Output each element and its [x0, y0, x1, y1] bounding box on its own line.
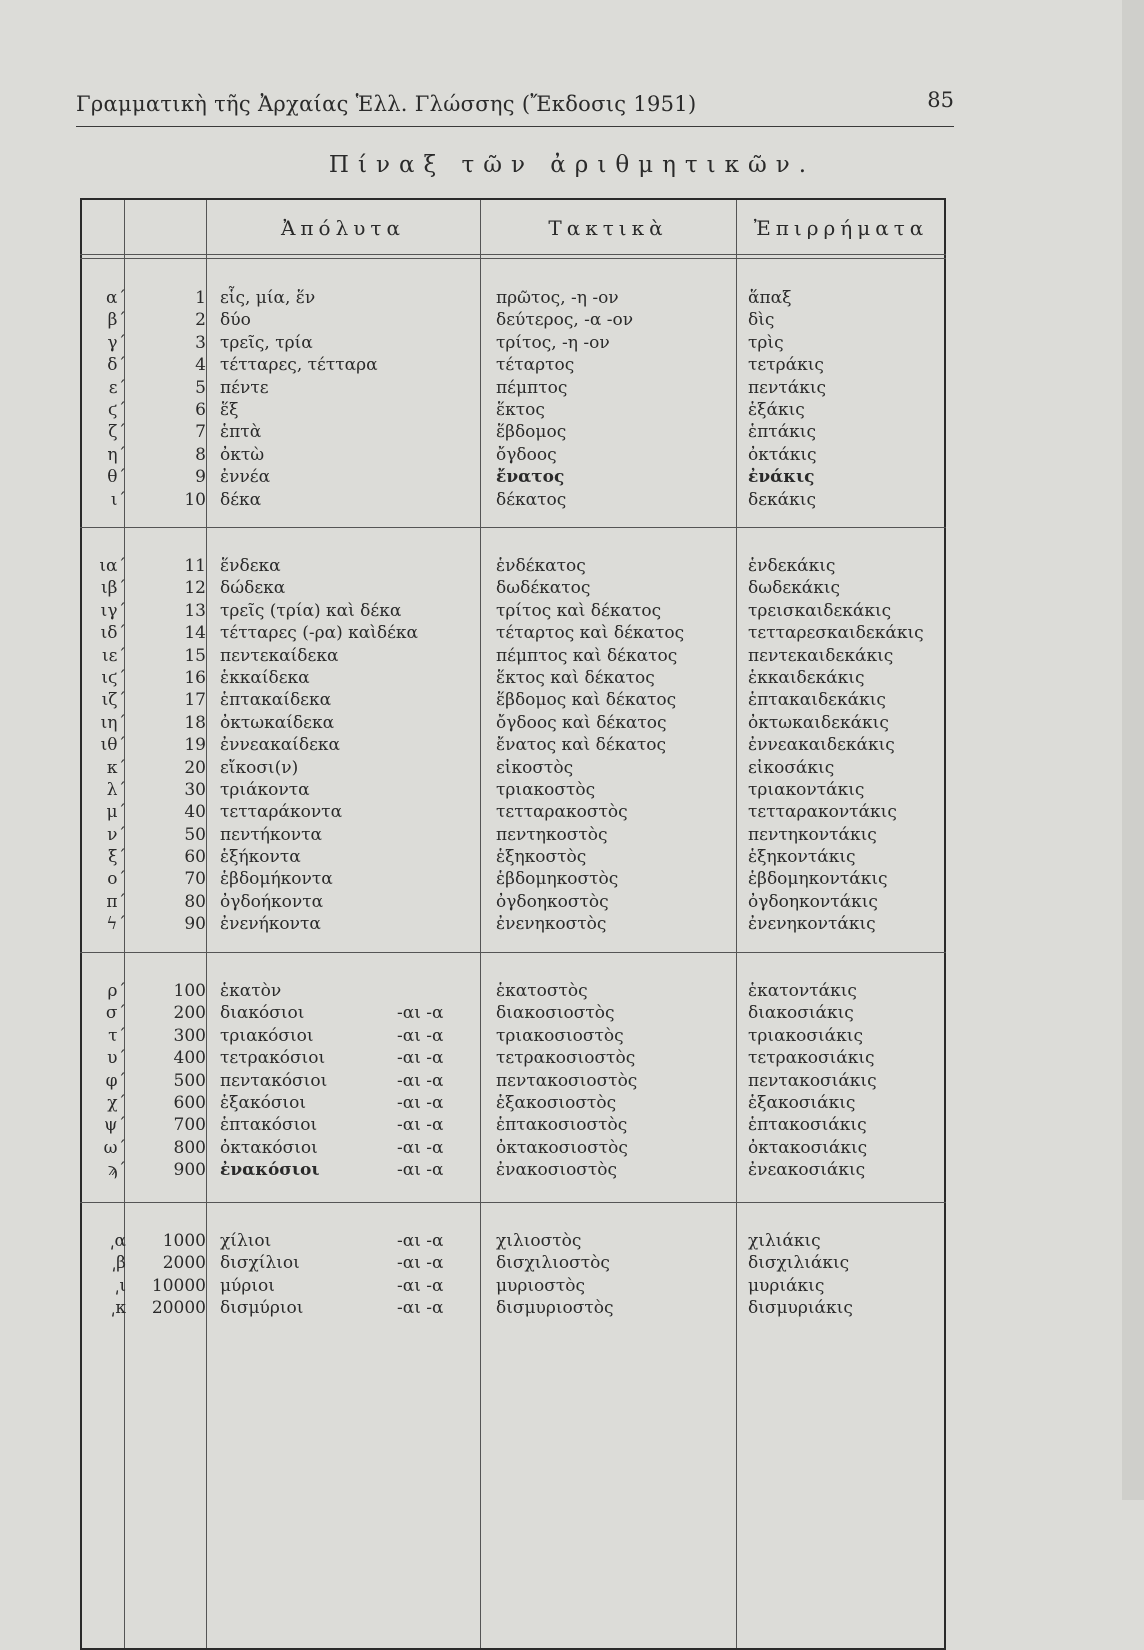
table-row	[80, 1002, 946, 1024]
ordinal-cell: πρῶτος, -η -ον	[496, 288, 619, 308]
cardinal-cell: τριακόσιοι	[220, 1025, 314, 1046]
numeral-digit: 100	[173, 981, 206, 1001]
table-row	[80, 399, 946, 421]
numeral-digit: 18	[184, 712, 206, 733]
cardinal-cell: ὀγδοήκοντα	[220, 891, 324, 912]
ordinal-cell: ἑβδομηκοστὸς	[496, 869, 619, 890]
group-thousands	[80, 1230, 946, 1320]
adverb-cell: ἑνδεκάκις	[748, 556, 836, 576]
numeral-digit: 3	[195, 332, 206, 353]
numeral-letter: ͵ι	[114, 1275, 126, 1296]
numeral-digit: 15	[184, 645, 206, 666]
cardinal-cell: ἕξ	[220, 399, 239, 420]
adverb-cell: ἑκκαιδεκάκις	[748, 667, 865, 688]
numeral-digit: 1	[195, 288, 206, 308]
table-row	[80, 757, 946, 779]
header-divider	[80, 254, 946, 259]
table-row	[80, 332, 946, 354]
table-row	[80, 913, 946, 935]
numeral-digit: 2000	[162, 1253, 206, 1274]
cardinal-cell: μύριοι	[220, 1275, 275, 1296]
ordinal-cell: τριακοσιοστὸς	[496, 1025, 624, 1046]
page-edge	[1122, 0, 1144, 1500]
numeral-letter: σ΄	[105, 1003, 126, 1024]
cardinal-cell: τρεῖς, τρία	[220, 332, 313, 353]
numeral-letter: δ΄	[107, 355, 126, 376]
adverb-cell: ἑκατοντάκις	[748, 981, 857, 1001]
table-row	[80, 689, 946, 711]
adverb-cell: ἑπτακοσιάκις	[748, 1115, 867, 1136]
cardinal-cell: τετταράκοντα	[220, 802, 343, 823]
numeral-digit: 7	[195, 422, 206, 443]
cardinal-cell: πεντήκοντα	[220, 824, 322, 845]
cardinal-cell: ἐννεακαίδεκα	[220, 735, 340, 756]
numeral-letter: ϛ΄	[107, 399, 126, 420]
adverb-cell: δεκάκις	[748, 489, 816, 510]
adverb-cell: ἑξηκοντάκις	[748, 847, 856, 868]
numeral-letter: ιδ΄	[100, 623, 126, 644]
cardinal-cell: ἐννέα	[220, 467, 271, 488]
ordinal-cell: ὀκτακοσιοστὸς	[496, 1137, 628, 1158]
ordinal-cell: πέμπτος καὶ δέκατος	[496, 645, 678, 666]
table-row	[80, 824, 946, 846]
adverb-cell: ἐνάκις	[748, 467, 815, 488]
numeral-digit: 200	[173, 1003, 206, 1024]
numeral-letter: π΄	[106, 891, 126, 912]
adverb-cell: ἑβδομηκοντάκις	[748, 869, 888, 890]
adverb-cell: ἐνενηκοντάκις	[748, 914, 876, 935]
numeral-letter: ιζ΄	[101, 690, 126, 711]
numeral-letter: ϟ΄	[106, 914, 126, 935]
table-row	[80, 600, 946, 622]
adverb-cell: δισχιλιάκις	[748, 1253, 850, 1274]
numeral-letter: η΄	[107, 444, 126, 465]
table-row	[80, 1092, 946, 1114]
ordinal-cell: δισμυριοστὸς	[496, 1298, 614, 1319]
table-row	[80, 421, 946, 443]
numeral-letter: ν΄	[107, 824, 126, 845]
numeral-digit: 400	[173, 1048, 206, 1069]
ordinal-cell: ἑκατοστὸς	[496, 981, 588, 1001]
table-row	[80, 622, 946, 644]
table-row	[80, 1070, 946, 1092]
table-row	[80, 1114, 946, 1136]
numeral-digit: 700	[173, 1115, 206, 1136]
cardinal-cell: ἑξήκοντα	[220, 847, 301, 868]
numeral-letter: β΄	[107, 310, 126, 331]
running-header	[76, 88, 954, 127]
numeral-digit: 14	[184, 623, 206, 644]
adverb-cell: πεντηκοντάκις	[748, 824, 877, 845]
adverb-cell: ἑξακοσιάκις	[748, 1092, 856, 1113]
cardinal-cell: τέτταρες, τέτταρα	[220, 355, 378, 376]
numeral-digit: 800	[173, 1137, 206, 1158]
ordinal-cell: ὄγδοος	[496, 444, 557, 465]
ordinal-cell: τρίτος καὶ δέκατος	[496, 600, 662, 621]
cardinal-endings-cell: -αι -α	[397, 1231, 444, 1251]
ordinal-cell: πεντηκοστὸς	[496, 824, 608, 845]
table-row	[80, 1137, 946, 1159]
ordinal-cell: ἑξηκοστὸς	[496, 847, 587, 868]
numeral-digit: 4	[195, 355, 206, 376]
ordinal-cell: δισχιλιοστὸς	[496, 1253, 610, 1274]
table-row	[80, 734, 946, 756]
ordinal-cell: τέταρτος	[496, 355, 575, 376]
cardinal-cell: εἴκοσι(ν)	[220, 757, 299, 778]
numeral-letter: ξ΄	[108, 847, 126, 868]
cardinal-cell: διακόσιοι	[220, 1003, 305, 1024]
table-row	[80, 667, 946, 689]
ordinal-cell: ἑπτακοσιοστὸς	[496, 1115, 628, 1136]
table-title: Πίναξ τῶν ἀριθμητικῶν.	[328, 152, 816, 178]
adverb-cell: δωδεκάκις	[748, 578, 841, 599]
numeral-letter: ζ΄	[108, 422, 126, 443]
cardinal-cell: ἑπτακόσιοι	[220, 1115, 318, 1136]
cardinal-endings-cell: -αι -α	[397, 1070, 444, 1091]
adverb-cell: τριακοντάκις	[748, 779, 865, 800]
numeral-digit: 20000	[151, 1298, 206, 1319]
cardinal-endings-cell: -αι -α	[397, 1253, 444, 1274]
numeral-digit: 8	[195, 444, 206, 465]
numeral-letter: χ΄	[107, 1092, 126, 1113]
numeral-letter: ι΄	[110, 489, 126, 510]
table-row	[80, 891, 946, 913]
cardinal-cell: ἐνενήκοντα	[220, 914, 321, 935]
ordinal-cell: ὀγδοηκοστὸς	[496, 891, 609, 912]
cardinal-cell: πέντε	[220, 377, 269, 398]
ordinal-cell: δέκατος	[496, 489, 567, 510]
numeral-letter: ιϛ΄	[101, 667, 126, 688]
table-row	[80, 1159, 946, 1181]
cardinal-cell: ἑπτὰ	[220, 422, 262, 443]
adverb-cell: ἐννεακαιδεκάκις	[748, 735, 895, 756]
cardinal-cell: χίλιοι	[220, 1231, 272, 1251]
table-row	[80, 1230, 946, 1252]
cardinal-cell: πεντακόσιοι	[220, 1070, 328, 1091]
numeral-letter: ρ΄	[107, 981, 126, 1001]
adverb-cell: ἑπτακαιδεκάκις	[748, 690, 886, 711]
cardinal-cell: δισχίλιοι	[220, 1253, 300, 1274]
ordinal-cell: τετταρακοστὸς	[496, 802, 628, 823]
adverb-cell: τετταρακοντάκις	[748, 802, 897, 823]
numeral-digit: 10000	[151, 1275, 206, 1296]
ordinal-cell: χιλιοστὸς	[496, 1231, 582, 1251]
numeral-digit: 80	[184, 891, 206, 912]
numeral-digit: 20	[184, 757, 206, 778]
adverb-cell: ἑξάκις	[748, 399, 805, 420]
numeral-digit: 10	[184, 489, 206, 510]
group-hundreds	[80, 980, 946, 1182]
numeral-digit: 40	[184, 802, 206, 823]
table-row	[80, 1025, 946, 1047]
ordinal-cell: ἕβδομος	[496, 422, 567, 443]
ordinal-cell: ὄγδοος καὶ δέκατος	[496, 712, 667, 733]
numeral-letter: ιη΄	[100, 712, 126, 733]
table-row	[80, 1297, 946, 1319]
cardinal-cell: ὀκτακόσιοι	[220, 1137, 318, 1158]
adverb-cell: δὶς	[748, 310, 775, 331]
ordinal-cell: τρίτος, -η -ον	[496, 332, 610, 353]
table-row	[80, 287, 946, 309]
adverb-cell: τριακοσιάκις	[748, 1025, 863, 1046]
cardinal-cell: ἑκατὸν	[220, 981, 282, 1001]
numeral-letter: ͵β	[111, 1253, 126, 1274]
adverb-cell: τρὶς	[748, 332, 784, 353]
ordinal-cell: ἑξακοσιοστὸς	[496, 1092, 617, 1113]
ordinal-cell: δωδέκατος	[496, 578, 591, 599]
numeral-digit: 1000	[162, 1231, 206, 1251]
table-row	[80, 1252, 946, 1274]
ordinal-cell: εἰκοστὸς	[496, 757, 574, 778]
numeral-digit: 16	[184, 667, 206, 688]
table-row	[80, 645, 946, 667]
adverb-cell: μυριάκις	[748, 1275, 825, 1296]
table-row	[80, 377, 946, 399]
adverb-cell: τετράκις	[748, 355, 824, 376]
adverb-cell: ὀγδοηκοντάκις	[748, 891, 878, 912]
header-adverbs: Ἐπιρρήματα	[753, 216, 929, 240]
numeral-digit: 19	[184, 735, 206, 756]
adverb-cell: τρεισκαιδεκάκις	[748, 600, 892, 621]
numeral-digit: 11	[184, 556, 206, 576]
table-row	[80, 712, 946, 734]
numeral-letter: ια΄	[99, 556, 126, 576]
cardinal-cell: τριάκοντα	[220, 779, 310, 800]
table-row	[80, 1047, 946, 1069]
numeral-letter: γ΄	[107, 332, 126, 353]
table-row	[80, 577, 946, 599]
cardinal-endings-cell: -αι -α	[397, 1298, 444, 1319]
cardinal-endings-cell: -αι -α	[397, 1003, 444, 1024]
table-row	[80, 801, 946, 823]
adverb-cell: εἰκοσάκις	[748, 757, 835, 778]
numeral-letter: ο΄	[107, 869, 126, 890]
numeral-digit: 17	[184, 690, 206, 711]
adverb-cell: δισμυριάκις	[748, 1298, 853, 1319]
divider-group-2	[80, 527, 946, 528]
ordinal-cell: τέταρτος καὶ δέκατος	[496, 623, 685, 644]
adverb-cell: ὀκτάκις	[748, 444, 817, 465]
numeral-digit: 13	[184, 600, 206, 621]
cardinal-cell: τέτταρες (-ρα) καὶδέκα	[220, 623, 419, 644]
cardinal-cell: δύο	[220, 310, 251, 331]
cardinal-cell: τετρακόσιοι	[220, 1048, 326, 1069]
numeral-letter: ιε΄	[102, 645, 126, 666]
ordinal-cell: ἕβδομος καὶ δέκατος	[496, 690, 677, 711]
ordinal-cell: ἐνακοσιοστὸς	[496, 1160, 618, 1181]
cardinal-endings-cell: -αι -α	[397, 1275, 444, 1296]
adverb-cell: τετταρεσκαιδεκάκις	[748, 623, 924, 644]
ordinal-cell: δεύτερος, -α -ον	[496, 310, 634, 331]
numeral-letter: ͵α	[109, 1231, 126, 1251]
numeral-digit: 12	[184, 578, 206, 599]
group-units	[80, 287, 946, 511]
cardinal-cell: δέκα	[220, 489, 262, 510]
cardinal-endings-cell: -αι -α	[397, 1137, 444, 1158]
numeral-letter: ιθ΄	[100, 735, 126, 756]
table-row	[80, 846, 946, 868]
table-row	[80, 489, 946, 511]
numeral-letter: θ΄	[107, 467, 126, 488]
table-row	[80, 309, 946, 331]
ordinal-cell: ἕκτος	[496, 399, 545, 420]
numeral-letter: ͵κ	[110, 1298, 126, 1319]
ordinal-cell: διακοσιοστὸς	[496, 1003, 615, 1024]
numeral-digit: 2	[195, 310, 206, 331]
ordinal-cell: ἑνδέκατος	[496, 556, 586, 576]
divider-group-3	[80, 952, 946, 953]
ordinal-cell: ἔνατος	[496, 467, 565, 488]
running-title: Γραμματικὴ τῆς Ἀρχαίας Ἑλλ. Γλώσσης (Ἔκδοσις 1951)	[76, 92, 697, 116]
group-tens	[80, 555, 946, 936]
numeral-letter: α΄	[106, 288, 126, 308]
cardinal-endings-cell: -αι -α	[397, 1025, 444, 1046]
cardinal-endings-cell: -αι -α	[397, 1115, 444, 1136]
cardinal-cell: ἑβδομήκοντα	[220, 869, 333, 890]
cardinal-cell: ἑκκαίδεκα	[220, 667, 310, 688]
numeral-digit: 60	[184, 847, 206, 868]
numeral-digit: 50	[184, 824, 206, 845]
divider-group-4	[80, 1202, 946, 1203]
table-row	[80, 444, 946, 466]
numeral-digit: 300	[173, 1025, 206, 1046]
cardinal-cell: ὀκτωκαίδεκα	[220, 712, 335, 733]
ordinal-cell: πέμπτος	[496, 377, 568, 398]
adverb-cell: πεντάκις	[748, 377, 827, 398]
ordinal-cell: ἔνατος καὶ δέκατος	[496, 735, 666, 756]
cardinal-cell: ἐνακόσιοι	[220, 1160, 320, 1181]
numeral-letter: κ΄	[106, 757, 126, 778]
ordinal-cell: τετρακοσιοστὸς	[496, 1048, 636, 1069]
header-cardinals: Ἀπόλυτα	[280, 216, 406, 240]
table-row	[80, 466, 946, 488]
adverb-cell: ἅπαξ	[748, 288, 792, 308]
cardinal-endings-cell: -αι -α	[397, 1160, 444, 1181]
table-row	[80, 354, 946, 376]
adverb-cell: ἐνεακοσιάκις	[748, 1160, 866, 1181]
cardinal-endings-cell: -αι -α	[397, 1092, 444, 1113]
numeral-digit: 900	[173, 1160, 206, 1181]
cardinal-cell: ὀκτὼ	[220, 444, 265, 465]
numeral-digit: 90	[184, 914, 206, 935]
ordinal-cell: πεντακοσιοστὸς	[496, 1070, 638, 1091]
numeral-letter: ε΄	[108, 377, 126, 398]
numeral-letter: ω΄	[103, 1137, 126, 1158]
adverb-cell: πεντεκαιδεκάκις	[748, 645, 894, 666]
numeral-letter: τ΄	[108, 1025, 126, 1046]
cardinal-cell: πεντεκαίδεκα	[220, 645, 339, 666]
numeral-letter: φ΄	[105, 1070, 126, 1091]
cardinal-cell: ἑπτακαίδεκα	[220, 690, 332, 711]
adverb-cell: ἑπτάκις	[748, 422, 816, 443]
table-row	[80, 980, 946, 1002]
cardinal-cell: ἕνδεκα	[220, 556, 281, 576]
numeral-digit: 5	[195, 377, 206, 398]
adverb-cell: ὀκτωκαιδεκάκις	[748, 712, 889, 733]
numeral-letter: ιγ΄	[100, 600, 126, 621]
ordinal-cell: μυριοστὸς	[496, 1275, 586, 1296]
table-row	[80, 555, 946, 577]
ordinal-cell: ἐνενηκοστὸς	[496, 914, 607, 935]
adverb-cell: πεντακοσιάκις	[748, 1070, 877, 1091]
numeral-letter: ϡ΄	[107, 1160, 126, 1181]
adverb-cell: τετρακοσιάκις	[748, 1048, 875, 1069]
numeral-digit: 70	[184, 869, 206, 890]
numeral-digit: 600	[173, 1092, 206, 1113]
page-number: 85	[927, 88, 954, 112]
numeral-digit: 9	[195, 467, 206, 488]
table-row	[80, 868, 946, 890]
cardinal-cell: τρεῖς (τρία) καὶ δέκα	[220, 600, 402, 621]
cardinal-cell: εἷς, μία, ἕν	[220, 288, 316, 308]
numeral-letter: υ΄	[107, 1048, 126, 1069]
numeral-digit: 500	[173, 1070, 206, 1091]
numeral-letter: μ΄	[106, 802, 126, 823]
cardinal-cell: δισμύριοι	[220, 1298, 304, 1319]
cardinal-endings-cell: -αι -α	[397, 1048, 444, 1069]
ordinal-cell: τριακοστὸς	[496, 779, 596, 800]
table-row	[80, 779, 946, 801]
header-ordinals: Τακτικὰ	[548, 216, 668, 240]
adverb-cell: χιλιάκις	[748, 1231, 821, 1251]
numeral-letter: ιβ΄	[101, 578, 126, 599]
cardinal-cell: ἑξακόσιοι	[220, 1092, 306, 1113]
numeral-digit: 30	[184, 779, 206, 800]
table-row	[80, 1275, 946, 1297]
numeral-digit: 6	[195, 399, 206, 420]
ordinal-cell: ἕκτος καὶ δέκατος	[496, 667, 655, 688]
cardinal-cell: δώδεκα	[220, 578, 286, 599]
adverb-cell: διακοσιάκις	[748, 1003, 854, 1024]
adverb-cell: ὀκτακοσιάκις	[748, 1137, 868, 1158]
numeral-letter: λ΄	[106, 779, 126, 800]
numeral-letter: ψ΄	[104, 1115, 126, 1136]
